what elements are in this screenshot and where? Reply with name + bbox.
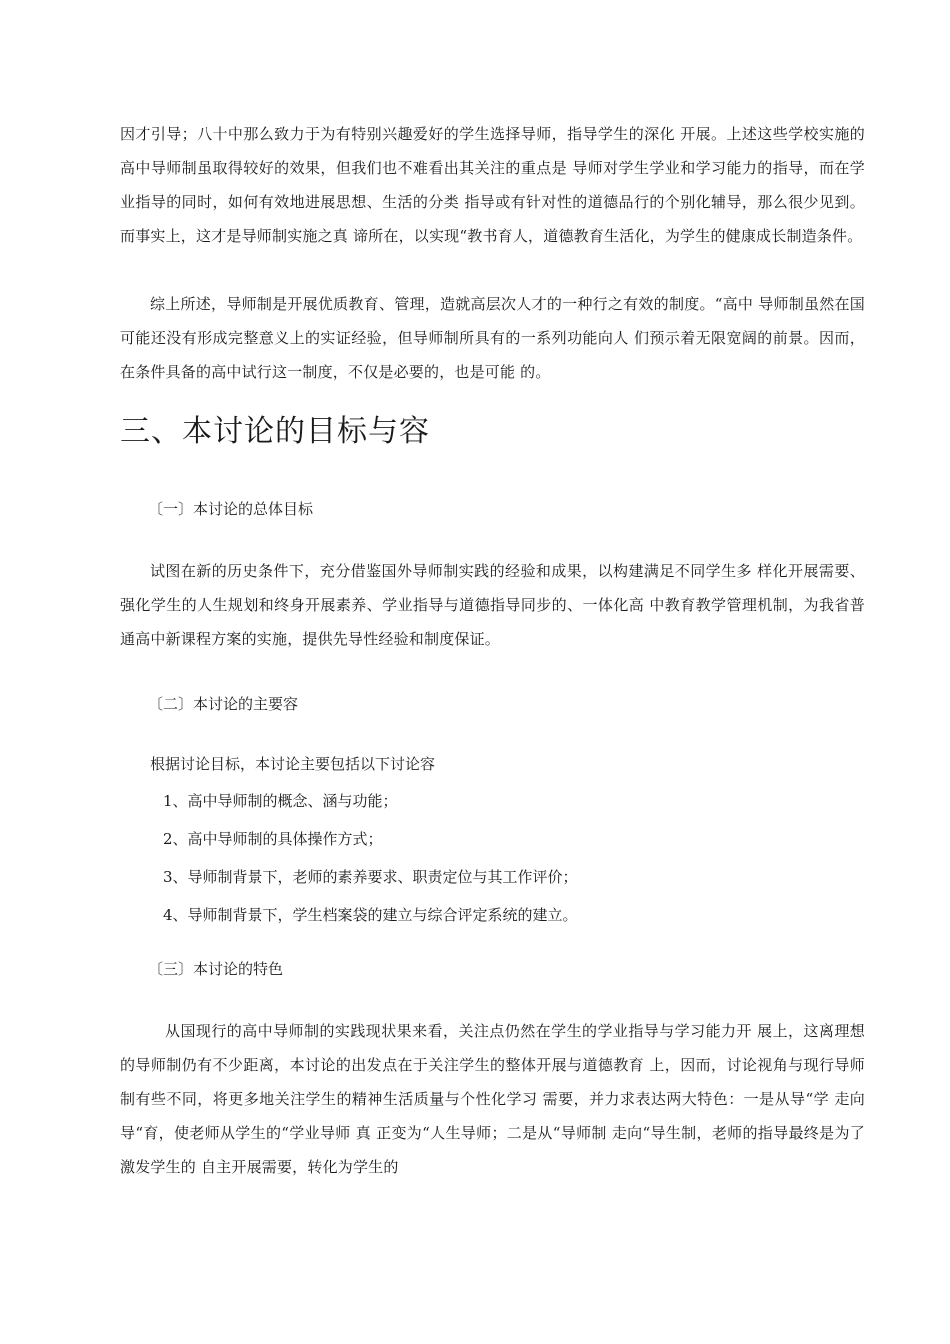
body-paragraph-3: 试图在新的历史条件下，充分借鉴国外导师制实践的经验和成果，以构建满足不同学生多 样化开展需要、强化学生的人生规划和终身开展素养、学业指导与道德指导同步的、一体化高 中教育教学管理机制，为我省普通高中新课程方案的实施，提供先导性经验和制度保证。 (120, 562, 865, 648)
list-item: 2、高中导师制的具体操作方式； (163, 830, 383, 848)
section-heading: 三、本讨论的目标与容 (120, 414, 430, 449)
subsection-heading-3: 〔三〕本讨论的特色 (148, 960, 284, 978)
list-item: 4、导师制背景下，学生档案袋的建立与综合评定系统的建立。 (163, 906, 578, 924)
body-paragraph-1: 因才引导；八十中那么致力于为有特别兴趣爱好的学生选择导师，指导学生的深化 开展。上述这些学校实施的高中导师制虽取得较好的效果，但我们也不难看出其关注的重点是 导师对学生学业和学习能力的指导，而在学业指导的同时，如何有效地进展思想、生活的分类 指导或有针对性的道德品行的个别化辅导，那么很少见到。而事实上，这才是导师制实施之真 谛所在，以实现“教书育人，道德教育生活化，为学生的健康成长制造条件。 (120, 125, 865, 245)
content-list (163, 786, 578, 938)
subsection-heading-2: 〔二〕本讨论的主要容 (148, 695, 299, 713)
subsection-heading-1: 〔一〕本讨论的总体目标 (148, 500, 314, 518)
list-item: 1、高中导师制的概念、涵与功能； (163, 792, 398, 810)
list-item: 3、导师制背景下，老师的素养要求、职责定位与其工作评价； (163, 868, 578, 886)
body-paragraph-4: 从国现行的高中导师制的实践现状果来看，关注点仍然在学生的学业指导与学习能力开 展上，这离理想的导师制仍有不少距离，本讨论的出发点在于关注学生的整体开展与道德教育 上，因而，讨论视角与现行导师制有些不同，将更多地关注学生的精神生活质量与个性化学习 需要，并力求表达两大特色：一是从导“学 走向导“育，使老师从学生的“学业导师 真 正变为“人生导师；二是从“导师制 走向“导生制，老师的指导最终是为了激发学生的 自主开展需要，转化为学生的 (120, 1022, 865, 1176)
list-intro: 根据讨论目标，本讨论主要包括以下讨论容 (150, 755, 436, 773)
body-paragraph-2: 综上所述，导师制是开展优质教育、管理，造就高层次人才的一种行之有效的制度。“高中 导师制虽然在国可能还没有形成完整意义上的实证经验，但导师制所具有的一系列功能向人 们预示着无限宽阔的前景。因而，在条件具备的高中试行这一制度，不仅是必要的，也是可能 的。 (120, 295, 865, 381)
